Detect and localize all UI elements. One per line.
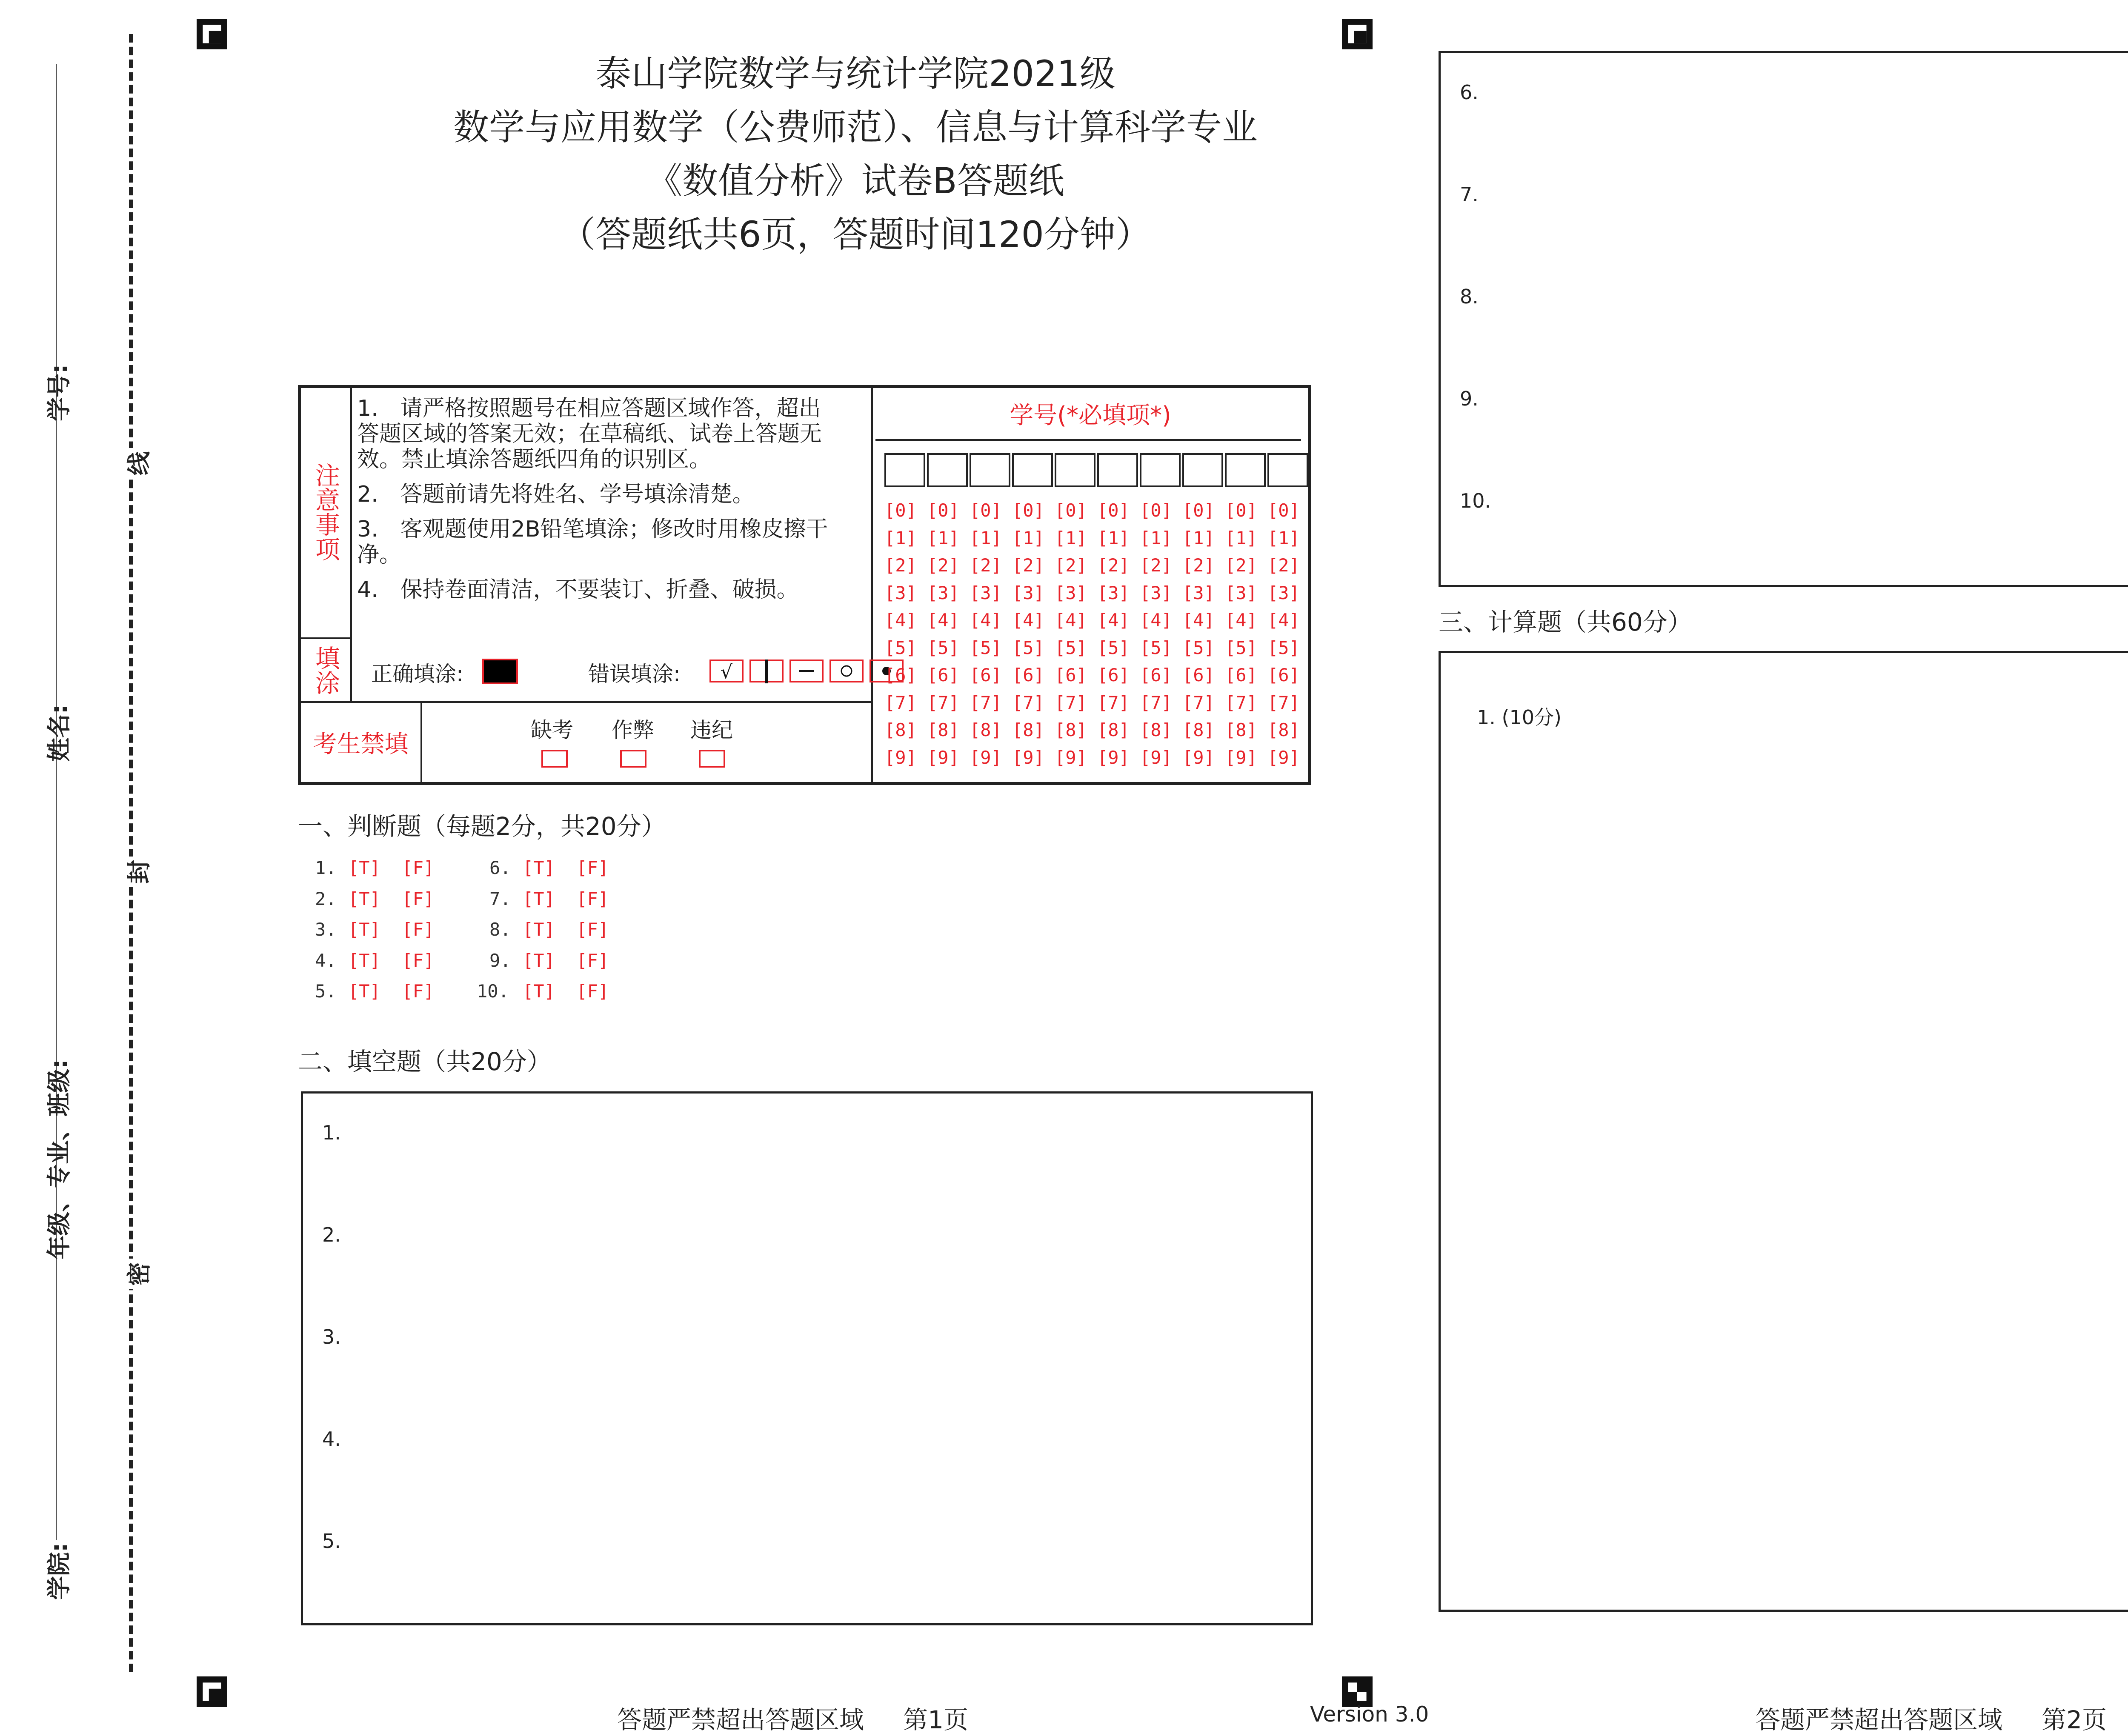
footer-version: Version 3.0 <box>1310 1702 1429 1727</box>
fill-blank-answer-frame[interactable] <box>301 1091 1313 1625</box>
id-bubble[interactable]: [0] <box>1225 500 1257 521</box>
absent-checkbox[interactable] <box>541 750 568 768</box>
calc-question-1: 1. (10分) <box>1477 706 1562 729</box>
id-bubble[interactable]: [6] <box>1225 665 1257 685</box>
id-bubble[interactable]: [5] <box>884 637 917 658</box>
name-label: 姓名: <box>46 704 73 762</box>
id-bubble[interactable]: [6] <box>1012 665 1044 685</box>
id-bubble[interactable]: [8] <box>1182 720 1215 740</box>
id-bubble[interactable]: [8] <box>970 720 1002 740</box>
fill-question-6: 6. <box>1460 81 1479 104</box>
fill-question-8: 8. <box>1460 285 1479 308</box>
id-bubble[interactable]: [8] <box>1267 720 1300 740</box>
id-bubble[interactable]: [6] <box>884 665 917 685</box>
fill-blank-answer-frame-cont[interactable] <box>1439 51 2128 587</box>
id-bubble[interactable]: [7] <box>927 692 959 713</box>
tf-options[interactable]: [T] [F] <box>348 950 435 971</box>
tf-question-number: 5. <box>315 981 337 1002</box>
tf-options[interactable]: [T] [F] <box>348 981 435 1002</box>
id-bubble[interactable]: [7] <box>1267 692 1300 713</box>
id-bubble[interactable]: [3] <box>927 582 959 603</box>
svg-text:√: √ <box>720 661 733 683</box>
footer-page1: 答题严禁超出答题区域 第1页 <box>617 1705 969 1734</box>
corner-marker-top-left <box>197 19 227 49</box>
id-bubble[interactable]: [3] <box>1012 582 1044 603</box>
notes-content <box>357 396 842 634</box>
id-bubble[interactable]: [5] <box>1097 637 1130 658</box>
id-bubble[interactable]: [9] <box>927 747 959 768</box>
id-bubble[interactable]: [3] <box>970 582 1002 603</box>
id-bubble[interactable]: [1] <box>1182 527 1215 548</box>
note-2: 2. 答题前请先将姓名、学号填涂清楚。 <box>357 482 755 507</box>
corner-marker-bottom-left <box>197 1676 227 1707</box>
tf-options[interactable]: [T] [F] <box>348 857 435 878</box>
id-bubble[interactable]: [2] <box>1097 555 1130 576</box>
wrong-fill-label: 错误填涂: <box>588 662 681 686</box>
id-bubble[interactable]: [1] <box>1225 527 1257 548</box>
id-bubble[interactable]: [4] <box>1182 610 1215 631</box>
id-bubble[interactable]: [6] <box>1140 665 1172 685</box>
id-bubble[interactable]: [9] <box>970 747 1002 768</box>
id-digit-box[interactable] <box>1012 453 1053 487</box>
id-bubble[interactable]: [6] <box>1267 665 1300 685</box>
id-digit-box[interactable] <box>970 453 1010 487</box>
id-bubble[interactable]: [8] <box>1012 720 1044 740</box>
id-bubble[interactable]: [1] <box>1140 527 1172 548</box>
id-digit-box[interactable] <box>1225 453 1266 487</box>
tf-question-number: 10. <box>477 981 509 1002</box>
id-bubble[interactable]: [0] <box>1267 500 1300 521</box>
id-bubble[interactable]: [0] <box>1055 500 1087 521</box>
id-bubble[interactable]: [8] <box>1140 720 1172 740</box>
cheat-label: 作弊 <box>612 718 654 742</box>
id-bubble[interactable]: [8] <box>927 720 959 740</box>
note-3: 3. 客观题使用2B铅笔填涂；修改时用橡皮擦干净。 <box>357 517 828 568</box>
tf-question-number: 6. <box>489 857 511 878</box>
section1-title: 一、判断题（每题2分，共20分） <box>298 812 666 841</box>
id-bubble[interactable]: [2] <box>1140 555 1172 576</box>
correct-fill-example <box>484 660 516 682</box>
cut-dashed-line <box>129 34 133 1672</box>
id-bubble[interactable]: [4] <box>884 610 917 631</box>
fill-question-5: 5. <box>322 1530 341 1553</box>
absent-label: 缺考 <box>531 718 573 742</box>
id-bubble[interactable]: [4] <box>1097 610 1130 631</box>
id-bubble[interactable]: [4] <box>1140 610 1172 631</box>
id-bubble[interactable]: [2] <box>1225 555 1257 576</box>
binding-line <box>56 64 57 1540</box>
id-bubble[interactable]: [4] <box>927 610 959 631</box>
id-bubble[interactable]: [3] <box>1225 582 1257 603</box>
id-bubble[interactable]: [5] <box>1140 637 1172 658</box>
id-bubble[interactable]: [3] <box>1055 582 1087 603</box>
id-bubble[interactable]: [4] <box>1012 610 1044 631</box>
title-line-2: 数学与应用数学（公费师范）、信息与计算科学专业 <box>453 106 1258 148</box>
college-label: 学院: <box>46 1542 73 1600</box>
id-bubble[interactable]: [6] <box>1097 665 1130 685</box>
tf-question-number: 8. <box>489 919 511 940</box>
tf-question-number: 3. <box>315 919 337 940</box>
corner-marker-top-center <box>1342 19 1373 49</box>
id-bubble[interactable]: [0] <box>970 500 1002 521</box>
tf-options[interactable]: [T] [F] <box>348 919 435 940</box>
id-bubble[interactable]: [7] <box>1140 692 1172 713</box>
id-bubble[interactable]: [3] <box>884 582 917 603</box>
id-bubble[interactable]: [2] <box>970 555 1002 576</box>
id-bubble[interactable]: [6] <box>970 665 1002 685</box>
id-bubble[interactable]: [5] <box>970 637 1002 658</box>
title-line-3: 《数值分析》试卷B答题纸 <box>646 160 1064 202</box>
id-bubble[interactable]: [1] <box>927 527 959 548</box>
id-bubble[interactable]: [6] <box>1055 665 1087 685</box>
tf-question-number: 9. <box>489 950 511 971</box>
exam-forbidden-title: 考生禁填 <box>301 703 422 782</box>
id-bubble[interactable]: [3] <box>1097 582 1130 603</box>
id-bubble[interactable]: [9] <box>1225 747 1257 768</box>
id-bubble[interactable]: [8] <box>1225 720 1257 740</box>
id-bubble[interactable]: [2] <box>884 555 917 576</box>
notes-title: 注意事项 <box>301 388 352 639</box>
id-bubble[interactable]: [7] <box>1097 692 1130 713</box>
tf-question-number: 1. <box>315 857 337 878</box>
student-id-label: 学号: <box>46 364 73 421</box>
student-id-title: 学号(*必填项*) <box>1010 402 1171 429</box>
id-bubble[interactable]: [3] <box>1140 582 1172 603</box>
tf-options[interactable]: [T] [F] <box>348 888 435 909</box>
id-bubble[interactable]: [0] <box>1097 500 1130 521</box>
student-id-rule <box>875 439 1301 441</box>
note-1: 1. 请严格按照题号在相应答题区域作答，超出答题区域的答案无效；在草稿纸、试卷上答题无效。禁止填涂答题纸四角的识别区。 <box>357 396 822 472</box>
id-bubble[interactable]: [7] <box>1182 692 1215 713</box>
id-bubble[interactable]: [5] <box>1012 637 1044 658</box>
tf-options[interactable]: [T] [F] <box>523 981 609 1002</box>
tf-question-number: 2. <box>315 888 337 909</box>
id-bubble[interactable]: [9] <box>884 747 917 768</box>
id-bubble[interactable]: [0] <box>1140 500 1172 521</box>
id-bubble[interactable]: [3] <box>1182 582 1215 603</box>
id-digit-box[interactable] <box>1055 453 1095 487</box>
cut-mark-seal: 封 <box>120 857 154 887</box>
exam-title <box>298 47 1413 261</box>
id-bubble[interactable]: [7] <box>1225 692 1257 713</box>
id-bubble[interactable]: [1] <box>1012 527 1044 548</box>
id-bubble[interactable]: [4] <box>1055 610 1087 631</box>
id-bubble[interactable]: [1] <box>884 527 917 548</box>
id-bubble[interactable]: [1] <box>970 527 1002 548</box>
fill-question-2: 2. <box>322 1223 341 1246</box>
violation-checkbox[interactable] <box>699 750 725 768</box>
id-bubble[interactable]: [0] <box>884 500 917 521</box>
id-bubble[interactable]: [1] <box>1267 527 1300 548</box>
id-bubble[interactable]: [8] <box>884 720 917 740</box>
fill-row <box>352 639 871 703</box>
id-digit-box[interactable] <box>1182 453 1223 487</box>
id-bubble[interactable]: [4] <box>970 610 1002 631</box>
exam-forbidden-options <box>422 703 871 782</box>
violation-label: 违纪 <box>690 718 733 742</box>
fill-question-1: 1. <box>322 1121 341 1144</box>
id-bubble[interactable]: [4] <box>1267 610 1300 631</box>
section2-title: 二、填空题（共20分） <box>298 1047 552 1076</box>
id-bubble[interactable]: [5] <box>1182 637 1215 658</box>
id-bubble[interactable]: [0] <box>1012 500 1044 521</box>
note-4: 4. 保持卷面清洁，不要装订、折叠、破损。 <box>357 577 799 602</box>
id-digit-box[interactable] <box>1140 453 1181 487</box>
id-bubble[interactable]: [5] <box>927 637 959 658</box>
id-bubble[interactable]: [0] <box>927 500 959 521</box>
tf-options[interactable]: [T] [F] <box>523 919 609 940</box>
tf-options[interactable]: [T] [F] <box>523 950 609 971</box>
cut-mark-secret: 密 <box>120 1259 154 1289</box>
id-digit-box[interactable] <box>1097 453 1138 487</box>
correct-fill-label: 正确填涂: <box>371 662 463 686</box>
id-bubble[interactable]: [6] <box>927 665 959 685</box>
id-bubble[interactable]: [9] <box>1182 747 1215 768</box>
calculation-answer-frame[interactable] <box>1439 651 2128 1612</box>
id-bubble[interactable]: [2] <box>1055 555 1087 576</box>
id-bubble[interactable]: [3] <box>1267 582 1300 603</box>
fill-question-4: 4. <box>322 1428 341 1450</box>
id-digit-box[interactable] <box>927 453 968 487</box>
id-digit-box[interactable] <box>1267 453 1308 487</box>
section3-title: 三、计算题（共60分） <box>1439 608 1692 637</box>
id-bubble[interactable]: [1] <box>1055 527 1087 548</box>
id-digit-box[interactable] <box>884 453 925 487</box>
id-bubble[interactable]: [7] <box>970 692 1002 713</box>
id-bubble[interactable]: [1] <box>1097 527 1130 548</box>
id-bubble[interactable]: [8] <box>1055 720 1087 740</box>
id-bubble[interactable]: [8] <box>1097 720 1130 740</box>
id-bubble[interactable]: [5] <box>1225 637 1257 658</box>
id-bubble[interactable]: [5] <box>1055 637 1087 658</box>
id-bubble[interactable]: [6] <box>1182 665 1215 685</box>
class-label: 年级、专业、班级: <box>46 1059 73 1259</box>
id-bubble[interactable]: [0] <box>1182 500 1215 521</box>
wrong-fill-examples <box>709 659 905 684</box>
id-bubble[interactable]: [5] <box>1267 637 1300 658</box>
id-bubble[interactable]: [2] <box>1267 555 1300 576</box>
id-bubble[interactable]: [2] <box>1012 555 1044 576</box>
id-bubble[interactable]: [9] <box>1140 747 1172 768</box>
title-line-4: （答题纸共6页，答题时间120分钟） <box>560 214 1151 255</box>
tf-options[interactable]: [T] [F] <box>523 888 609 909</box>
id-bubble[interactable]: [2] <box>1182 555 1215 576</box>
title-line-1: 泰山学院数学与统计学院2021级 <box>595 53 1115 94</box>
tf-question-number: 7. <box>489 888 511 909</box>
id-bubble[interactable]: [7] <box>884 692 917 713</box>
id-bubble[interactable]: [4] <box>1225 610 1257 631</box>
id-bubble[interactable]: [7] <box>1055 692 1087 713</box>
cut-mark-line: 线 <box>120 448 154 479</box>
fill-question-3: 3. <box>322 1325 341 1348</box>
fill-question-9: 9. <box>1460 387 1479 410</box>
id-bubble[interactable]: [9] <box>1012 747 1044 768</box>
id-bubble[interactable]: [9] <box>1097 747 1130 768</box>
id-bubble[interactable]: [9] <box>1267 747 1300 768</box>
fill-title: 填涂 <box>301 639 352 703</box>
cheat-checkbox[interactable] <box>620 750 646 768</box>
tf-options[interactable]: [T] [F] <box>523 857 609 878</box>
tf-question-number: 4. <box>315 950 337 971</box>
table-divider <box>871 388 873 782</box>
id-bubble[interactable]: [2] <box>927 555 959 576</box>
fill-question-7: 7. <box>1460 183 1479 206</box>
id-bubble[interactable]: [9] <box>1055 747 1087 768</box>
id-bubble[interactable]: [7] <box>1012 692 1044 713</box>
footer-page2: 答题严禁超出答题区域 第2页 <box>1756 1705 2107 1734</box>
fill-question-10: 10. <box>1460 489 1491 512</box>
